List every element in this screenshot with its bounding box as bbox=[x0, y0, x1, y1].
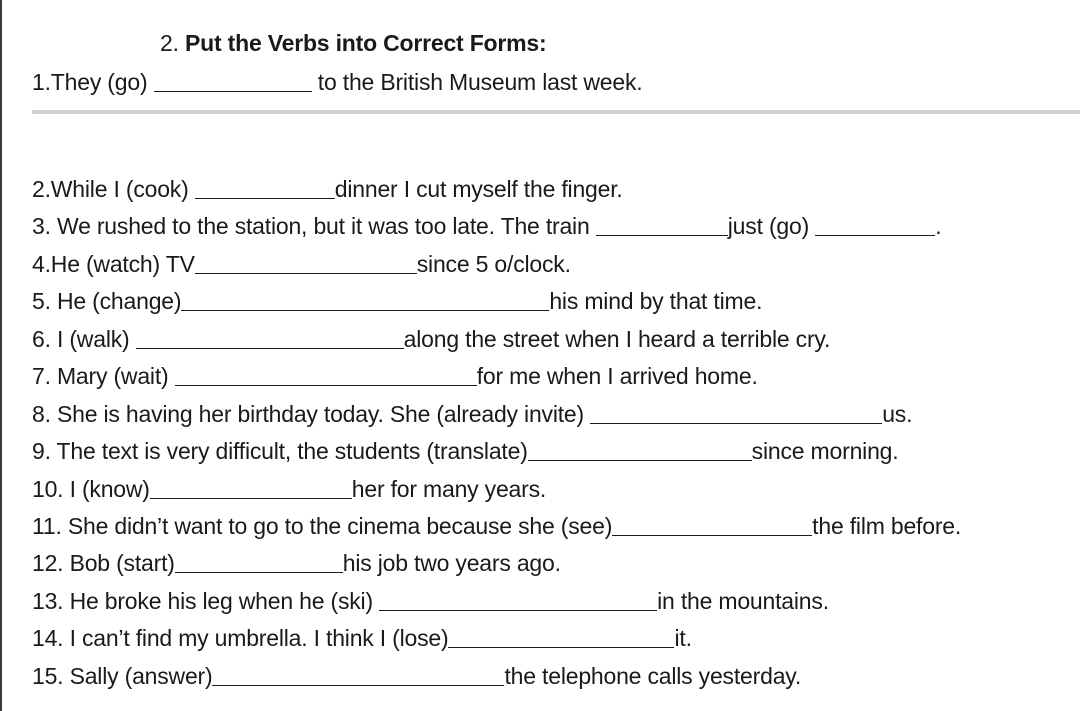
answer-blank[interactable] bbox=[612, 517, 812, 536]
line-text-after: it. bbox=[674, 625, 692, 651]
answer-blank[interactable] bbox=[175, 367, 477, 386]
exercise-line-1 bbox=[32, 68, 642, 96]
line-text-before: 11. She didn’t want to go to the cinema because she (see) bbox=[32, 513, 613, 539]
answer-blank[interactable] bbox=[154, 73, 312, 92]
line-text-before: 10. I (know) bbox=[32, 476, 150, 502]
line-text-before: 2.While I (cook) bbox=[32, 176, 195, 202]
answer-blank[interactable] bbox=[379, 592, 657, 611]
answer-blank[interactable] bbox=[195, 180, 335, 199]
line-text-after: the telephone calls yesterday. bbox=[504, 663, 802, 689]
exercise-line-2 bbox=[32, 175, 623, 203]
answer-blank[interactable] bbox=[150, 480, 352, 499]
line-text-after: to the British Museum last week. bbox=[311, 69, 643, 95]
exercise-line-4 bbox=[32, 250, 571, 278]
answer-blank[interactable] bbox=[815, 217, 935, 236]
line-text-after: . bbox=[935, 213, 942, 239]
section-divider bbox=[32, 110, 1080, 114]
exercise-title: Put the Verbs into Correct Forms: bbox=[185, 30, 547, 56]
line-text-before: 6. I (walk) bbox=[32, 326, 136, 352]
line-text-after: in the mountains. bbox=[657, 588, 829, 614]
answer-blank[interactable] bbox=[528, 442, 752, 461]
page-left-border bbox=[0, 0, 2, 711]
line-text-after: the film before. bbox=[812, 513, 962, 539]
line-text-after: us. bbox=[882, 401, 913, 427]
exercise-line-8 bbox=[32, 400, 912, 428]
line-text-before: 13. He broke his leg when he (ski) bbox=[32, 588, 380, 614]
line-text-before: 9. The text is very difficult, the students (translate) bbox=[32, 438, 528, 464]
exercise-number: 2. bbox=[160, 30, 179, 56]
answer-blank[interactable] bbox=[175, 554, 343, 573]
answer-blank[interactable] bbox=[181, 292, 549, 311]
line-text-after: her for many years. bbox=[351, 476, 547, 502]
line-text-before: 3. We rushed to the station, but it was too late. The train bbox=[32, 213, 596, 239]
answer-blank[interactable] bbox=[136, 330, 404, 349]
answer-blank[interactable] bbox=[596, 217, 728, 236]
exercise-line-12 bbox=[32, 549, 561, 577]
exercise-line-5 bbox=[32, 287, 762, 315]
exercise-line-7 bbox=[32, 362, 758, 390]
line-text-before: 8. She is having her birthday today. She (already invite) bbox=[32, 401, 591, 427]
line-text-before: 14. I can’t find my umbrella. I think I (lose) bbox=[32, 625, 449, 651]
line-text-after: since 5 o/clock. bbox=[416, 251, 571, 277]
exercise-line-10 bbox=[32, 475, 546, 503]
answer-blank[interactable] bbox=[590, 405, 882, 424]
line-text-after: his job two years ago. bbox=[342, 550, 561, 576]
line-text-before: 15. Sally (answer) bbox=[32, 663, 213, 689]
exercise-line-13 bbox=[32, 587, 829, 615]
exercise-line-15 bbox=[32, 662, 801, 690]
line-text-after: his mind by that time. bbox=[549, 288, 763, 314]
line-text-after: along the street when I heard a terrible cry. bbox=[403, 326, 831, 352]
exercise-line-3 bbox=[32, 212, 941, 240]
line-text-after: since morning. bbox=[751, 438, 899, 464]
exercise-line-9 bbox=[32, 437, 898, 465]
answer-blank[interactable] bbox=[212, 667, 504, 686]
line-text-before: 7. Mary (wait) bbox=[32, 363, 175, 389]
exercise-line-11 bbox=[32, 512, 961, 540]
exercise-line-14 bbox=[32, 624, 692, 652]
line-text-before: 1.They (go) bbox=[32, 69, 154, 95]
line-text-middle: just (go) bbox=[727, 213, 816, 239]
line-text-after: dinner I cut myself the finger. bbox=[334, 176, 623, 202]
line-text-before: 4.He (watch) TV bbox=[32, 251, 195, 277]
answer-blank[interactable] bbox=[448, 629, 674, 648]
exercise-heading bbox=[160, 30, 546, 57]
line-text-after: for me when I arrived home. bbox=[476, 363, 758, 389]
exercise-line-6 bbox=[32, 325, 830, 353]
answer-blank[interactable] bbox=[195, 255, 417, 274]
line-text-before: 5. He (change) bbox=[32, 288, 182, 314]
line-text-before: 12. Bob (start) bbox=[32, 550, 175, 576]
